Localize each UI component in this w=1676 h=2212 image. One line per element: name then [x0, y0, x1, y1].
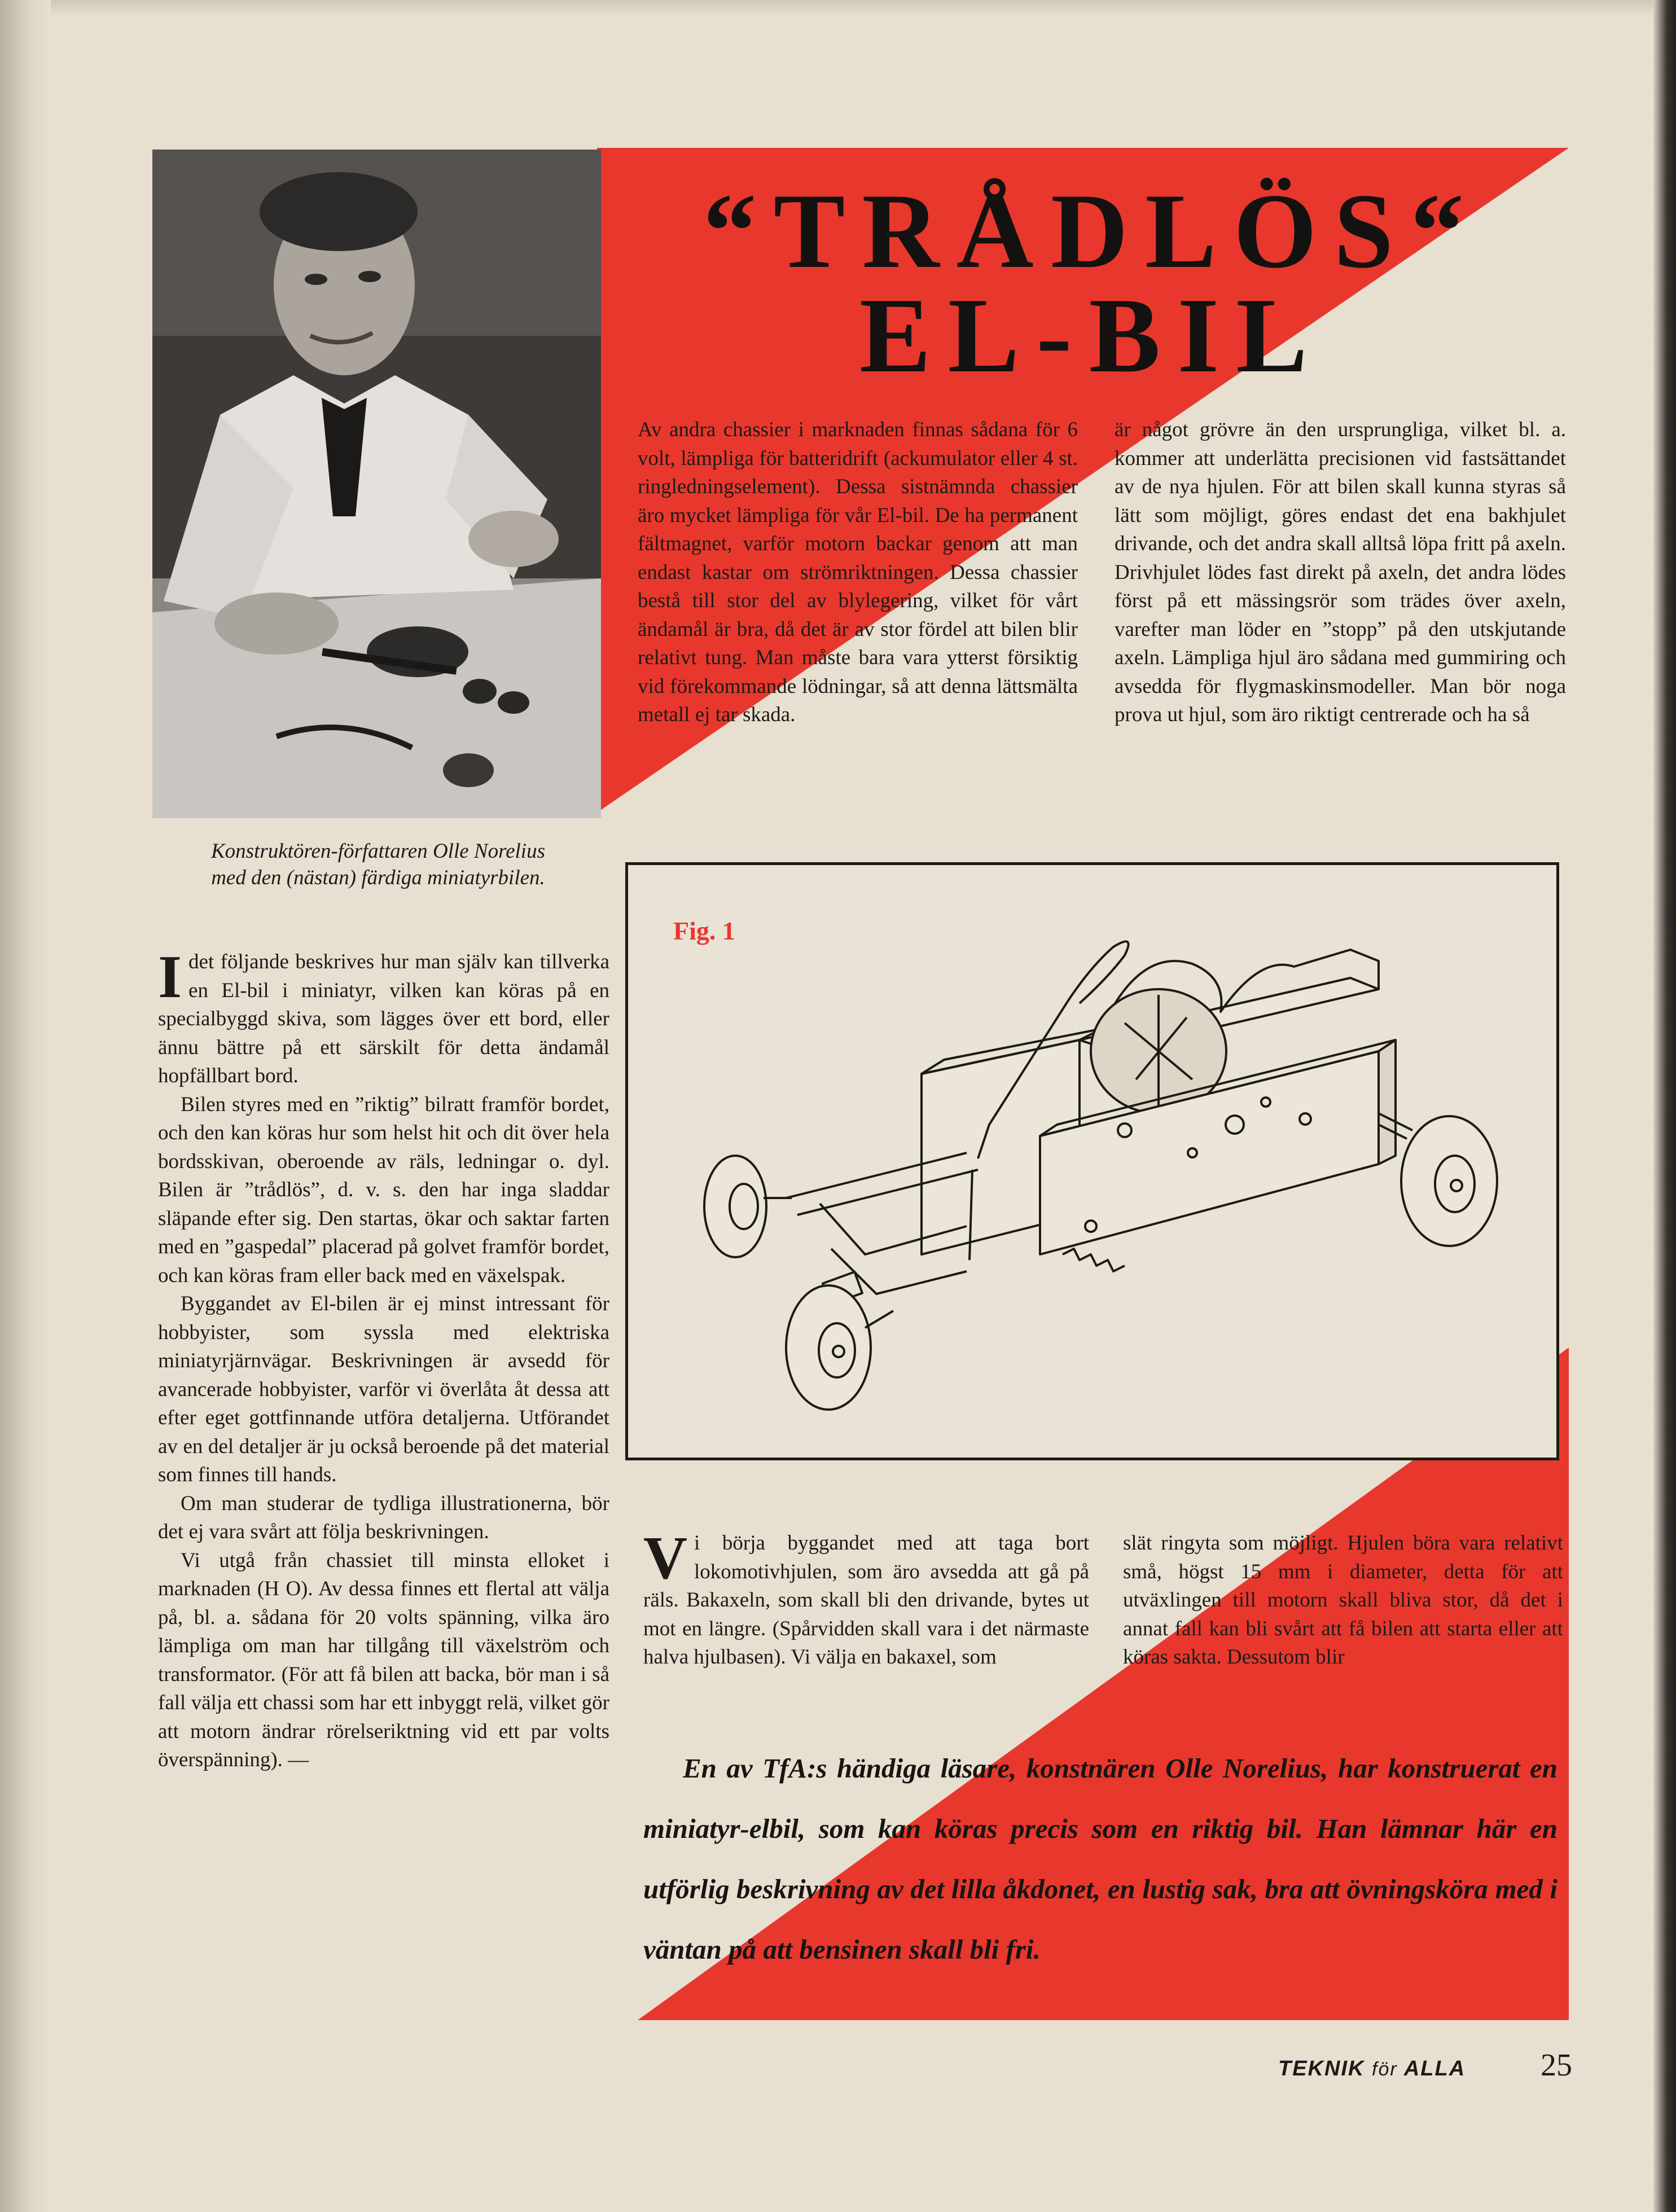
column-top-middle	[638, 416, 1078, 730]
column-left	[158, 943, 609, 1775]
column-bottom-middle	[643, 1525, 1089, 1672]
paragraph-5: Vi utgå från chassiet till minsta elloket i marknaden (H O). Av dessa finnes ett flertal att välja på, bl. a. sådana för 20 volts spänning, vilka äro lämpliga om man har tillgång till växelström och transformator. (För att få bilen att backa, bör man i så fall välja ett chassi som har ett inbyggt relä, vilket gör att motorn ändrar rörelseriktning vid ett par volts överspänning). —	[158, 1548, 609, 1771]
figure-label: Fig. 1	[673, 916, 735, 945]
magazine-name-part-3: ALLA	[1403, 2057, 1466, 2081]
intro-lead: En av TfA:s händiga läsare, konstnären Olle Norelius, har	[683, 1753, 1378, 1784]
paragraph: Av andra chassier i marknaden finnas sådana för 6 volt, lämpliga för batteridrift (ackumulator eller 4 st. ringledningselement). Dessa sistnämnda chassier äro mycket lämpliga för vår El-bil. De ha permanent fältmagnet, varför motorn backar genom att man endast kastar om strömriktningen. Dessa chassier bestå till stor del av blylegering, vilket för vårt ändamål är bra, då det är av stor fördel att bilen blir relativt tung. Man måste bara vara ytterst försiktig vid förekommande lödningar, så att denna lättsmälta metall ej tar skada.	[638, 418, 1078, 726]
drop-cap: V	[643, 1525, 687, 1592]
headline-line-2: EL-BIL	[859, 276, 1325, 395]
column-top-right	[1115, 416, 1566, 730]
caption-line-2: med den (nästan) färdiga miniatyrbilen.	[211, 866, 545, 889]
paragraph-3: Byggandet av El-bilen är ej minst intressant för hobbyister, som syssla med elektriska miniatyrjärnvägar. Beskrivningen är avsedd för avancerade hobbyister, varför vi överlåta åt dessa att efter eget gottfinnande utföra detaljerna. Utförandet av en del detaljer är ju också beroende på det material som finnes till hands.	[158, 1292, 609, 1486]
paragraph: är något grövre än den ursprungliga, vilket bl. a. kommer att underlätta precisionen vid fastsättandet av de nya hjulen. För att bilen skall kunna styras så lätt som möjligt, göres endast det ena bakhjulet drivande, och det andra skall alltså löpa fritt på axeln. Drivhjulet lödes fast direkt på axeln, det andra lödes först på ett mässingsrör som trädes över axeln, varefter man löder en ”stopp” på den utskjutande axeln. Lämpliga hjul äro sådana med gummiring och avsedda för flygmaskinsmodeller. Man bör noga prova ut hjul, som äro riktigt centrerade och ha så	[1115, 418, 1566, 726]
paragraph-4: Om man studerar de tydliga illustrationerna, bör det ej vara svårt att följa beskrivningen.	[158, 1491, 609, 1543]
magazine-name-part-2: för	[1372, 2059, 1398, 2080]
page-number: 25	[1541, 2048, 1572, 2083]
author-photo	[152, 150, 601, 818]
intro-text	[643, 1738, 1557, 1980]
intro-rest: konstruerat en miniatyr-elbil, som kan köras precis som en riktig bil. Han lämnar här en utförlig beskrivning av det lilla åkdonet, en lustig sak, bra att övningsköra med i väntan på att bensinen skall bli fri.	[643, 1753, 1557, 1965]
paragraph-1	[158, 943, 609, 1091]
headline-line-1: “TRÅDLÖS“	[703, 172, 1481, 291]
figure-1	[625, 862, 1559, 1460]
paragraph	[643, 1525, 1089, 1672]
paragraph-1-text: det följande beskrives hur man själv kan tillverka en El-bil i miniatyr, vilken kan köras på en specialbyggd skiva, som lägges över ett bord, eller ännu bättre på ett särskilt för detta ändamål hopfällbart bord.	[158, 950, 609, 1087]
column-bottom-right	[1123, 1529, 1563, 1672]
magazine-name	[1278, 2057, 1466, 2081]
magazine-name-part-1: TEKNIK	[1278, 2057, 1365, 2081]
photo-caption	[130, 838, 626, 891]
caption-line-1: Konstruktören-författaren Olle Norelius	[211, 840, 545, 863]
car-chassis-drawing	[628, 865, 1556, 1458]
paragraph-2: Bilen styres med en ”riktig” bilratt framför bordet, och den kan köras hur som helst hit och dit över hela bordsskivan, oberoende av räls, ledningar o. dyl. Bilen är ”trådlös”, d. v. s. den har inga sladdar släpande efter sig. Den startas, ökar och saktar farten med en ”gaspedal” placerad på golvet framför bordet, och kan köras fram eller back med en växelspak.	[158, 1092, 609, 1287]
paragraph-text: i börja byggandet med att taga bort lokomotivhjulen, som äro avsedda att gå på räls. Bakaxeln, som skall bli den drivande, bytes ut mot en längre. (Spårvidden skall vara i det närmaste halva hjulbasen). Vi välja en bakaxel, som	[643, 1531, 1089, 1669]
paragraph: slät ringyta som möjligt. Hjulen böra vara relativt små, högst 15 mm i diameter, detta för att utväxlingen till motorn skall bliva stor, då det i annat fall kan bli svårt att få bilen att starta eller att köras sakta. Dessutom blir	[1123, 1531, 1563, 1669]
drop-cap: I	[158, 943, 182, 1011]
